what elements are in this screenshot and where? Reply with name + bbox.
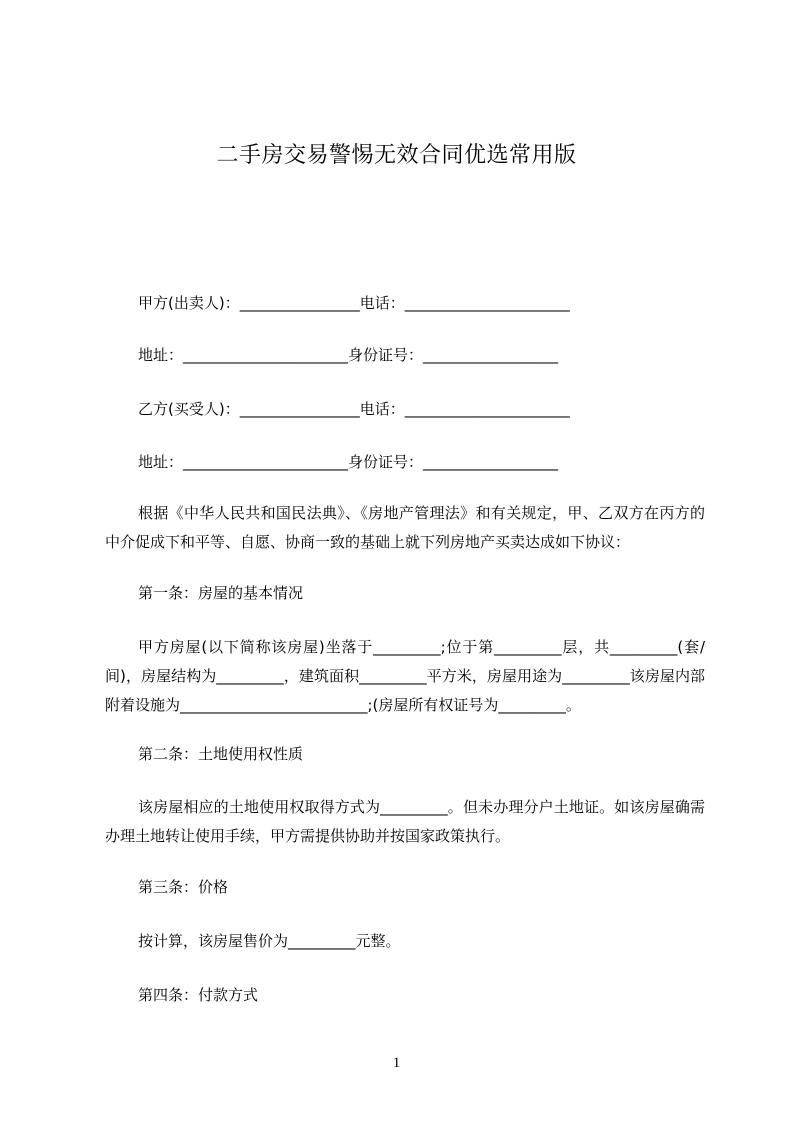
article4-heading: 第四条：付款方式 — [138, 986, 259, 1004]
article3-body: 按计算，该房屋售价为_________元整。 — [138, 932, 401, 950]
article1-heading: 第一条：房屋的基本情况 — [138, 584, 304, 602]
document-title: 二手房交易警惕无效合同优选常用版 — [216, 143, 577, 168]
party-a-line: 甲方(出卖人)：________________电话：______________________ — [138, 294, 570, 312]
article2-body: 该房屋相应的土地使用权取得方式为_________。但未办理分户土地证。如该房屋确需办理土地转让使用手续，甲方需提供协助并按国家政策执行。 — [105, 798, 705, 845]
party-a-address-line: 地址：______________________身份证号：__________________ — [138, 346, 559, 364]
intro-paragraph: 根据《中华人民共和国民法典》、《房地产管理法》和有关规定，甲、乙双方在丙方的中介促成下和平等、自愿、协商一致的基础上就下列房地产买卖达成如下协议： — [105, 504, 705, 551]
article1-body: 甲方房屋(以下简称该房屋)坐落于_________;位于第_________层，共_________(套/间)，房屋结构为_________，建筑面积_________平方米，房屋用途为_________该房屋内部附着设施为_________________________;(房屋所有权证号为_________。 — [105, 638, 705, 714]
party-b-line: 乙方(买受人)：________________电话：______________________ — [138, 400, 570, 418]
page-number: 1 — [392, 1055, 401, 1071]
party-b-address-line: 地址：______________________身份证号：__________________ — [138, 453, 559, 471]
article3-heading: 第三条：价格 — [138, 878, 229, 896]
article2-heading: 第二条：土地使用权性质 — [138, 745, 304, 763]
